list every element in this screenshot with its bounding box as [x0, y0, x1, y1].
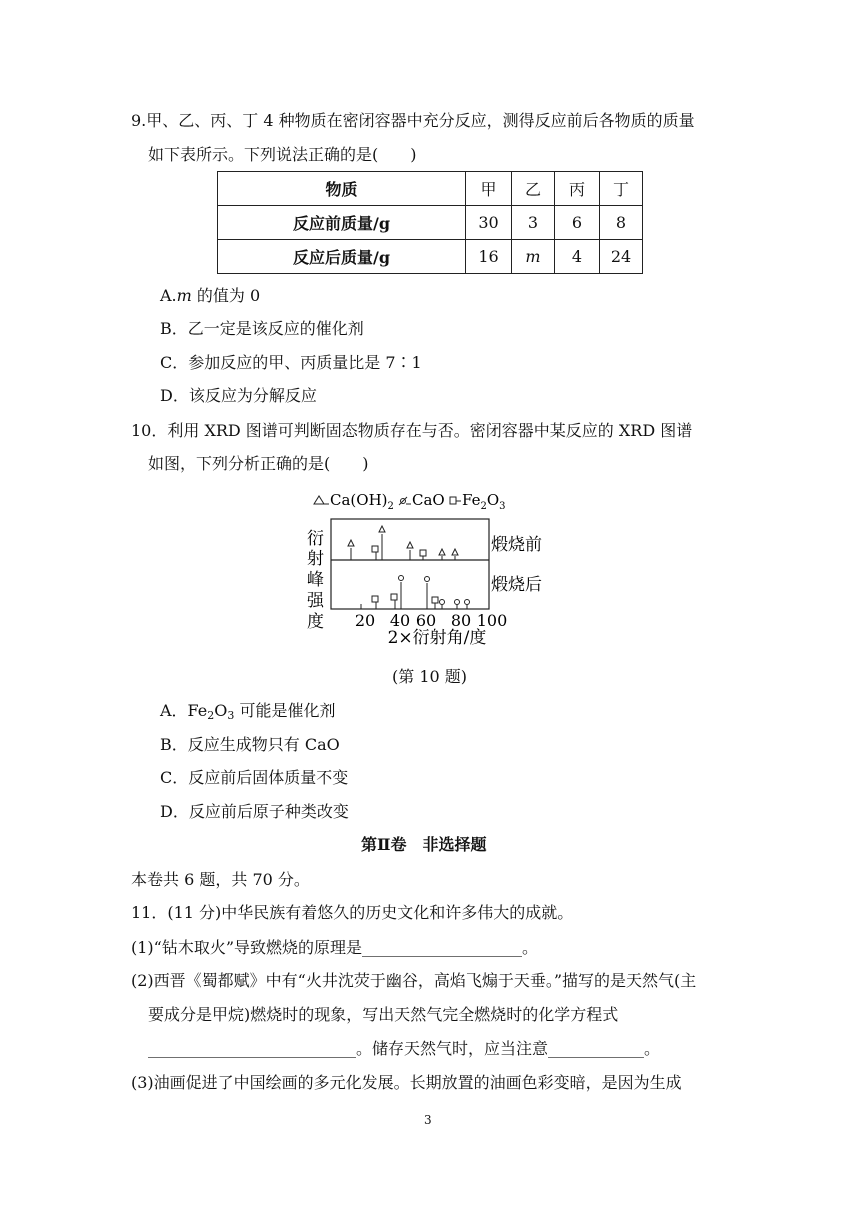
option-text: A．Fe	[160, 701, 208, 720]
table-header-cell: 丁	[600, 172, 643, 206]
table-cell: 3	[512, 206, 555, 240]
x-axis-label: 2×衍射角/度	[387, 628, 487, 646]
legend-cao: CaO	[412, 491, 445, 509]
peak-cao	[399, 576, 404, 581]
peak-cao	[425, 577, 430, 582]
peak-cao	[465, 600, 470, 605]
table-cell: 16	[466, 240, 512, 274]
xtick-label: 40	[389, 611, 411, 630]
label-before: 煅烧前	[491, 535, 542, 555]
peak-caoh2	[439, 549, 445, 555]
peak-fe2o3	[372, 596, 378, 602]
table-header-cell: 丙	[555, 172, 600, 206]
option-text: 的值为 0	[191, 286, 261, 305]
legend-caoh2: $Ca(OH)_2$	[330, 491, 394, 512]
peak-caoh2	[379, 526, 385, 532]
figure-caption: (第 10 题)	[392, 667, 468, 686]
ylabel-char: 峰	[307, 570, 324, 590]
table-row	[218, 172, 643, 206]
q9-stem-line2: 如下表所示。下列说法正确的是( )	[148, 145, 417, 164]
xrd-figure	[305, 486, 565, 646]
triangle-marker-icon	[314, 496, 324, 504]
option-text: 可能是催化剂	[234, 701, 336, 720]
q11-stem: 11．(11 分)中华民族有着悠久的历史文化和许多伟大的成就。	[131, 903, 574, 922]
ylabel-char: 强	[307, 591, 324, 611]
q9-option-a	[160, 285, 260, 307]
q9-option-b: B．乙一定是该反应的催化剂	[160, 319, 364, 338]
table-cell: 24	[600, 240, 643, 274]
xtick-label: 60	[415, 611, 437, 630]
table-header-cell: 甲	[466, 172, 512, 206]
legend	[314, 491, 506, 512]
q10-stem-line2: 如图，下列分析正确的是( )	[148, 454, 369, 473]
table-row-label: 反应前质量/g	[218, 206, 466, 240]
q11-part3-line1: (3)油画促进了中国绘画的多元化发展。长期放置的油画色彩变暗，是因为生成	[131, 1073, 682, 1092]
peak-fe2o3	[420, 550, 426, 556]
peak-caoh2	[452, 549, 458, 555]
table-cell: 6	[555, 206, 600, 240]
peak-cao	[440, 600, 445, 605]
mass-table	[217, 171, 643, 274]
y-axis-label	[307, 529, 325, 632]
peak-caoh2	[348, 540, 354, 546]
xtick-label: 20	[354, 611, 376, 630]
table-cell: m	[512, 240, 555, 274]
q11-part1: (1)“钻木取火”导致燃烧的原理是____________________。	[131, 938, 539, 957]
q9-option-c: C．参加反应的甲、丙质量比是 7∶1	[160, 353, 422, 372]
peaks-after	[361, 576, 470, 610]
peak-cao	[455, 600, 460, 605]
option-text: O	[214, 701, 228, 720]
option-letter: A.	[160, 286, 177, 305]
legend-fe2o3: $Fe_2O_3$	[462, 491, 506, 512]
square-marker-icon	[450, 497, 456, 504]
subscript: 3	[227, 709, 235, 722]
xtick-label: 100	[476, 611, 508, 630]
table-cell: 30	[466, 206, 512, 240]
q11-part2-line3: __________________________。储存天然气时，应当注意____________。	[148, 1039, 661, 1058]
section-note: 本卷共 6 题，共 70 分。	[131, 870, 310, 889]
table-header-cell: 乙	[512, 172, 555, 206]
q9-option-d: D．该反应为分解反应	[160, 386, 317, 405]
q10-option-a	[160, 700, 335, 727]
table-header-cell: 物质	[218, 172, 466, 206]
q10-option-d: D．反应前后原子种类改变	[160, 802, 349, 821]
ylabel-char: 衍	[307, 529, 324, 549]
ylabel-char: 度	[307, 612, 324, 632]
table-row	[218, 206, 643, 240]
q9-stem-line1: 9.甲、乙、丙、丁 4 种物质在密闭容器中充分反应，测得反应前后各物质的质量	[131, 111, 695, 130]
xtick-label: 80	[450, 611, 472, 630]
q11-part2-line2: 要成分是甲烷)燃烧时的现象，写出天然气完全燃烧时的化学方程式	[148, 1005, 619, 1024]
q10-option-b: B．反应生成物只有 CaO	[160, 735, 340, 754]
table-row-label: 反应后质量/g	[218, 240, 466, 274]
label-after: 煅烧后	[491, 575, 542, 595]
plot-frame	[331, 519, 489, 609]
peak-fe2o3	[432, 597, 438, 603]
page-number: 3	[424, 1113, 432, 1127]
peak-fe2o3	[372, 546, 378, 552]
q10-option-c: C．反应前后固体质量不变	[160, 768, 349, 787]
ylabel-char: 射	[307, 549, 324, 569]
table-cell: 8	[600, 206, 643, 240]
peak-caoh2	[407, 542, 413, 548]
variable-m: m	[176, 286, 192, 305]
table-cell: 4	[555, 240, 600, 274]
peak-fe2o3	[391, 594, 397, 600]
q11-part2-line1: (2)西晋《蜀都赋》中有“火井沈荧于幽谷，高焰飞煽于天垂。”描写的是天然气(主	[131, 971, 697, 990]
section-title: 第Ⅱ卷 非选择题	[361, 835, 487, 854]
peaks-before	[348, 526, 458, 560]
subscript: 2	[207, 709, 215, 722]
q10-stem-line1: 10．利用 XRD 图谱可判断固态物质存在与否。密闭容器中某反应的 XRD 图谱	[131, 421, 693, 440]
table-row	[218, 240, 643, 274]
